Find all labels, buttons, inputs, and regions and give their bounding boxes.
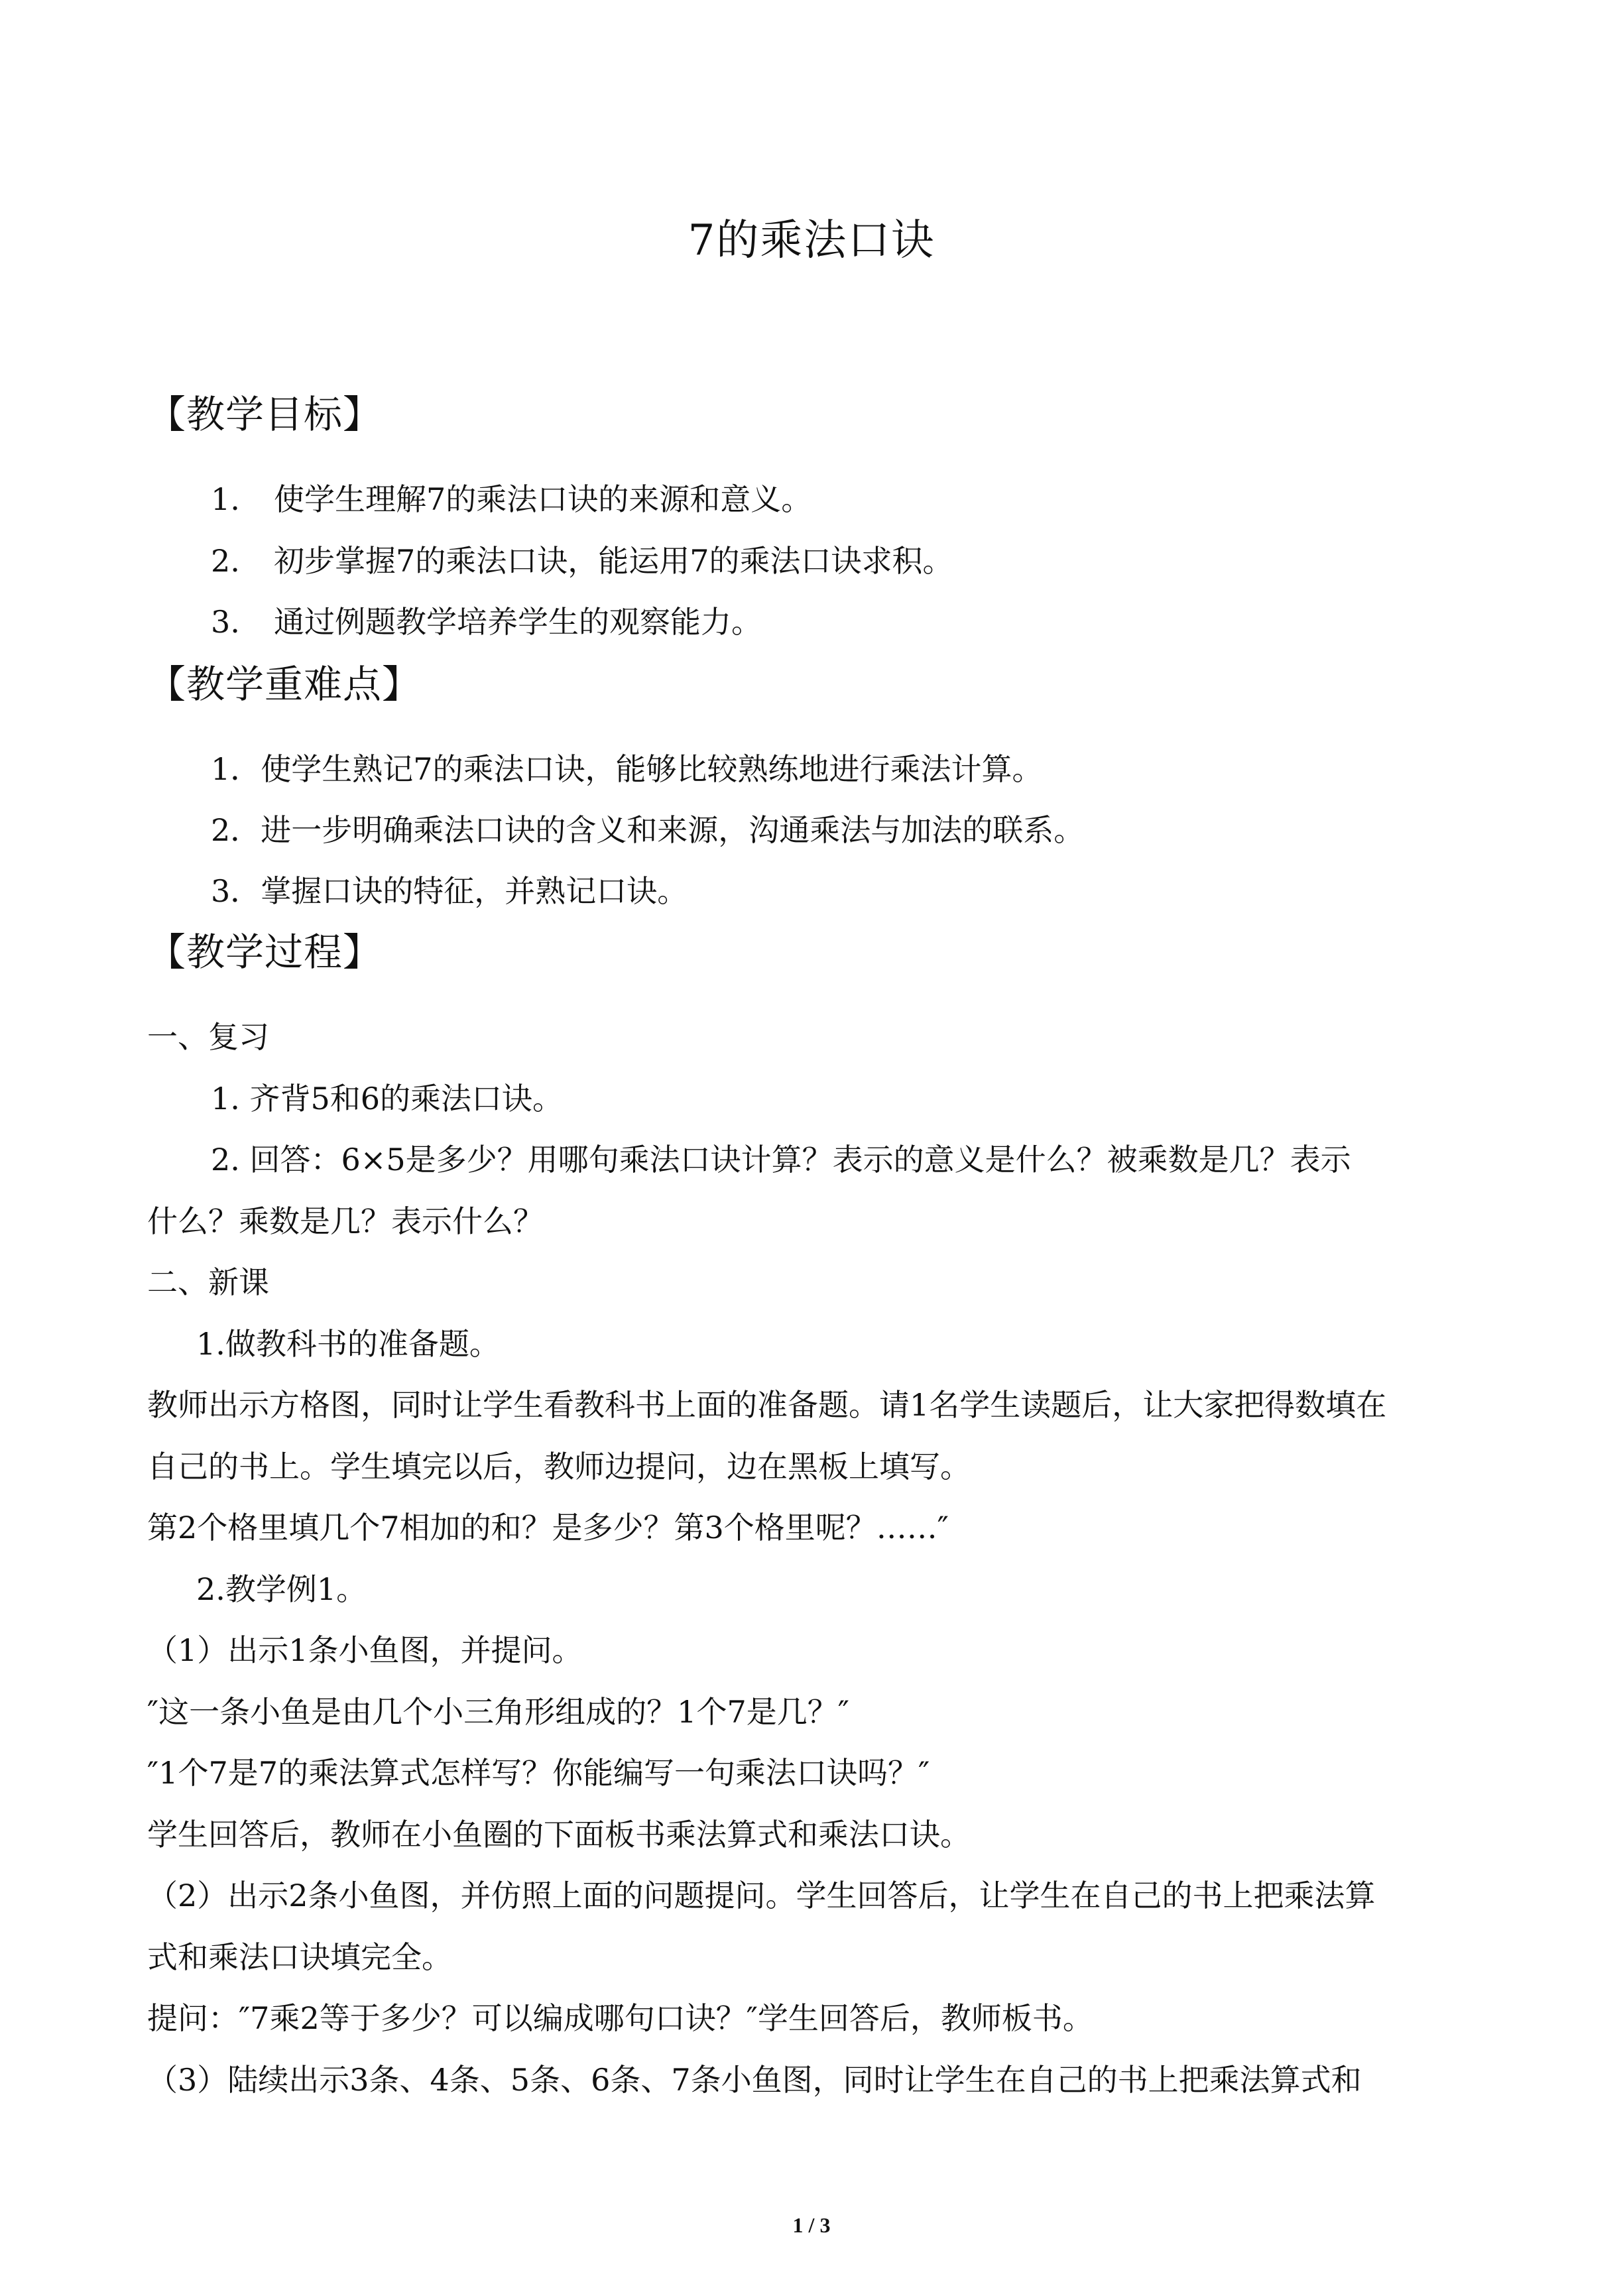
process-line: 2.教学例1。 [196,1571,367,1607]
section-heading-goals: 【教学目标】 [147,392,383,437]
keypoint-item: 3．掌握口诀的特征，并熟记口诀。 [211,873,688,909]
process-line: 提问：″7乘2等于多少？可以编成哪句口诀？″学生回答后，教师板书。 [147,2000,1093,2036]
process-line: 教师出示方格图，同时让学生看教科书上面的准备题。请1名学生读题后，让大家把得数填在 [147,1387,1387,1423]
goal-item-number: 1. [211,481,240,517]
process-line: 1.做教科书的准备题。 [196,1326,500,1362]
process-line: （1）出示1条小鱼图，并提问。 [147,1632,583,1668]
process-line: 一、复习 [147,1019,269,1055]
page-number: 1 / 3 [792,2213,831,2237]
goal-item-number: 3. [211,604,240,640]
process-line: 2. 回答：6×5是多少？用哪句乘法口诀计算？表示的意义是什么？被乘数是几？表示 [211,1142,1351,1178]
process-line: 自己的书上。学生填完以后，教师边提问，边在黑板上填写。 [147,1449,971,1484]
page-title: 7的乘法口诀 [688,216,935,265]
process-line: 学生回答后，教师在小鱼圈的下面板书乘法算式和乘法口诀。 [147,1817,971,1852]
process-line: ″1个7是7的乘法算式怎样写？你能编写一句乘法口诀吗？″ [147,1755,930,1791]
goal-item [211,601,762,643]
goal-item [211,540,953,582]
process-line: ″这一条小鱼是由几个小三角形组成的？1个7是几？″ [147,1694,849,1730]
goal-item-text: 通过例题教学培养学生的观察能力。 [274,604,762,640]
goal-item-text: 使学生理解7的乘法口诀的来源和意义。 [274,481,812,517]
process-line: 式和乘法口诀填完全。 [147,1939,452,1975]
keypoint-item: 1．使学生熟记7的乘法口诀，能够比较熟练地进行乘法计算。 [211,751,1043,787]
process-line: 什么？乘数是几？表示什么？ [147,1203,544,1239]
goal-item [211,478,812,520]
process-line: 1. 齐背5和6的乘法口诀。 [211,1081,564,1117]
process-line: （2）出示2条小鱼图，并仿照上面的问题提问。学生回答后，让学生在自己的书上把乘法算 [147,1878,1376,1913]
section-heading-process: 【教学过程】 [147,930,383,975]
goal-item-number: 2. [211,543,240,579]
section-heading-keypoints: 【教学重难点】 [147,662,422,707]
process-line: （3）陆续出示3条、4条、5条、6条、7条小鱼图，同时让学生在自己的书上把乘法算式和 [147,2062,1362,2098]
keypoint-item: 2．进一步明确乘法口诀的含义和来源，沟通乘法与加法的联系。 [211,812,1085,848]
goal-item-text: 初步掌握7的乘法口诀，能运用7的乘法口诀求积。 [274,543,953,579]
process-line: 第2个格里填几个7相加的和？是多少？第3个格里呢？……″ [147,1510,949,1545]
process-line: 二、新课 [147,1264,269,1300]
